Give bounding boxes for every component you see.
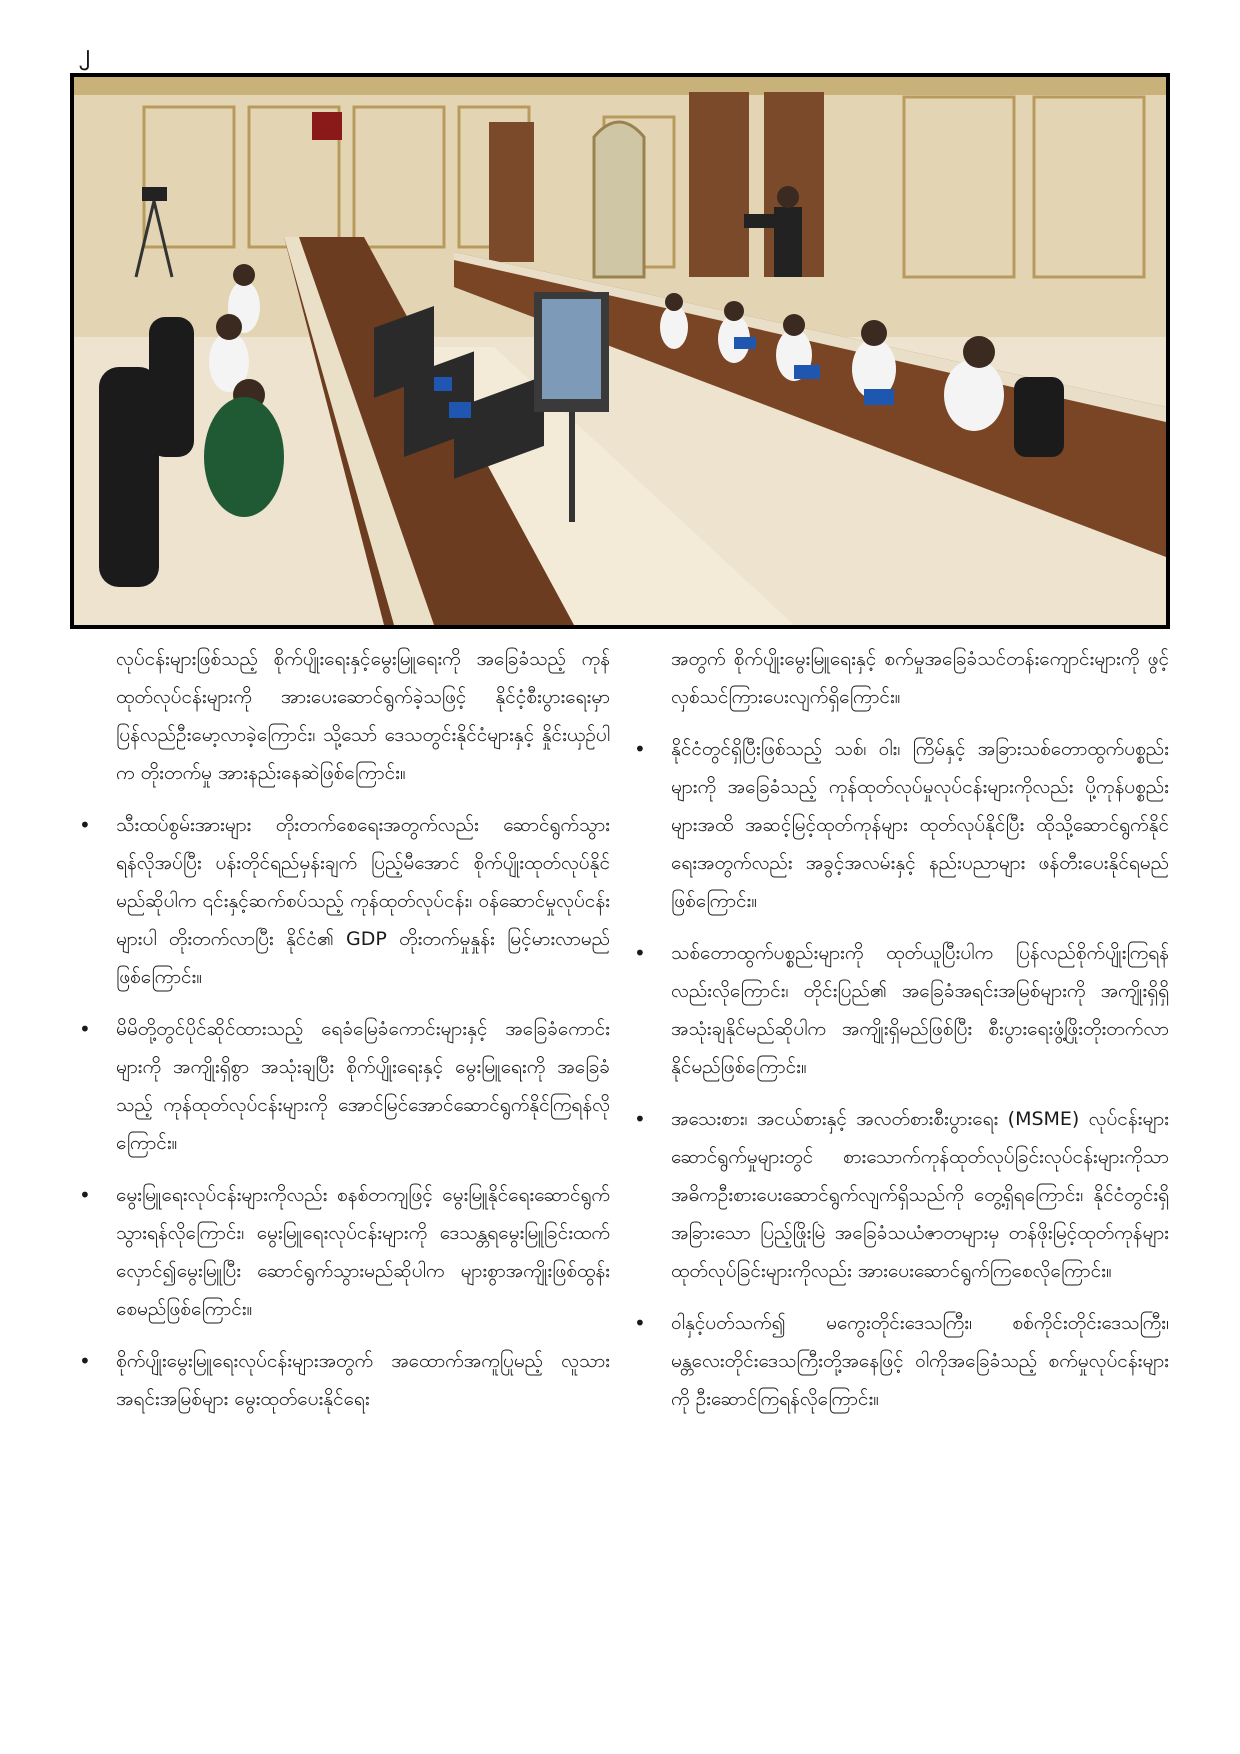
list-item-text: အသေးစား၊ အငယ်စားနှင့် အလတ်စားစီးပွားရေး (MSME) လုပ်ငန်းများဆောင်ရွက်မှုများတွင် စားသောက်ကုန်ထုတ်လုပ်ခြင်းလုပ်ငန်းများကိုသာ အဓိကဦးစားပေးဆောင်ရွက်လျက်ရှိသည်ကို တွေ့ရှိရကြောင်း၊ နိုင်ငံတွင်းရှိ အခြားသော ပြည့်ဖြိုးမြဲ အခြေခံသယံဇာတများမှ တန်ဖိုးမြင့်ထုတ်ကုန်များ ထုတ်လုပ်ခြင်းများကိုလည်း အားပေးဆောင်ရွက်ကြစေလိုကြောင်း။: [671, 1108, 1169, 1282]
list-item: [634, 1100, 1169, 1290]
meeting-photo: [70, 73, 1170, 629]
right-column: [634, 640, 1169, 1432]
bullet-icon: •: [79, 1349, 91, 1373]
list-item: [634, 730, 1169, 920]
list-item-text: စိုက်ပျိုးမွေးမြူရေးလုပ်ငန်းများအတွက် အထောက်အကူပြုမည့် လူသားအရင်းအမြစ်များ မွေးထုတ်ပေးနိုင်ရေး: [116, 1350, 610, 1410]
right-lead-paragraph: အတွက် စိုက်ပျိုးမွေးမြူရေးနှင့် စက်မှုအခြေခံသင်တန်းကျောင်းများကို ဖွင့်လှစ်သင်ကြားပေးလျက်ရှိကြောင်း။: [671, 648, 1169, 708]
list-item: [634, 1304, 1169, 1418]
bullet-icon: •: [79, 1183, 91, 1207]
list-item: [79, 806, 610, 996]
meeting-photo-illustration: [74, 77, 1166, 625]
left-column: [79, 640, 610, 1432]
bullet-icon: •: [634, 1107, 646, 1131]
list-item-text: ဝါနှင့်ပတ်သက်၍ မကွေးတိုင်းဒေသကြီး၊ စစ်ကိုင်းတိုင်းဒေသကြီး၊ မန္တလေးတိုင်းဒေသကြီးတို့အနေဖြင့် ဝါကိုအခြေခံသည့် စက်မှုလုပ်ငန်းများကို ဦးဆောင်ကြရန်လိုကြောင်း။: [671, 1312, 1169, 1410]
bullet-icon: •: [634, 737, 646, 761]
list-item: [634, 934, 1169, 1086]
list-item-text: နိုင်ငံတွင်ရှိပြီးဖြစ်သည့် သစ်၊ ဝါး၊ ကြိမ်နှင့် အခြားသစ်တောထွက်ပစ္စည်းများကို အခြေခံသည့် ကုန်ထုတ်လုပ်မှုလုပ်ငန်းများကိုလည်း ပို့ကုန်ပစ္စည်းများအထိ အဆင့်မြင့်ထုတ်ကုန်များ ထုတ်လုပ်နိုင်ပြီး ထိုသို့ဆောင်ရွက်နိုင်ရေးအတွက်လည်း အခွင့်အလမ်းနှင့် နည်းပညာများ ဖန်တီးပေးနိုင်ရမည်ဖြစ်ကြောင်း။: [671, 738, 1169, 912]
bullet-icon: •: [79, 1017, 91, 1041]
bullet-icon: •: [634, 941, 646, 965]
list-item-text: သီးထပ်စွမ်းအားများ တိုးတက်စေရေးအတွက်လည်း ဆောင်ရွက်သွားရန်လိုအပ်ပြီး ပန်းတိုင်ရည်မှန်းချက် ပြည့်မီအောင် စိုက်ပျိုးထုတ်လုပ်နိုင်မည်ဆိုပါက ၎င်းနှင့်ဆက်စပ်သည့် ကုန်ထုတ်လုပ်ငန်း၊ ဝန်ဆောင်မှုလုပ်ငန်းများပါ တိုးတက်လာပြီး နိုင်ငံ၏ GDP တိုးတက်မှုနှုန်း မြင့်မားလာမည်ဖြစ်ကြောင်း။: [116, 814, 610, 988]
list-item-text: သစ်တောထွက်ပစ္စည်းများကို ထုတ်ယူပြီးပါက ပြန်လည်စိုက်ပျိုးကြရန်လည်းလိုကြောင်း၊ တိုင်းပြည်၏ အခြေခံအရင်းအမြစ်များကို အကျိုးရှိရှိ အသုံးချနိုင်မည်ဆိုပါက အကျိုးရှိမည်ဖြစ်ပြီး စီးပွားရေးဖွံ့ဖြိုးတိုးတက်လာနိုင်မည်ဖြစ်ကြောင်း။: [671, 942, 1169, 1078]
list-item: [79, 1010, 610, 1162]
page-number: ၂: [79, 41, 90, 66]
list-item: [79, 1176, 610, 1328]
bullet-icon: •: [79, 813, 91, 837]
list-item-text: မွေးမြူရေးလုပ်ငန်းများကိုလည်း စနစ်တကျဖြင့် မွေးမြူနိုင်ရေးဆောင်ရွက်သွားရန်လိုကြောင်း၊ မွေးမြူရေးလုပ်ငန်းများကို ဒေသန္တရမွေးမြူခြင်းထက် လှောင်၍မွေးမြူပြီး ဆောင်ရွက်သွားမည်ဆိုပါက များစွာအကျိုးဖြစ်ထွန်းစေမည်ဖြစ်ကြောင်း။: [116, 1184, 610, 1320]
bullet-icon: •: [634, 1311, 646, 1335]
left-lead-paragraph: လုပ်ငန်းများဖြစ်သည့် စိုက်ပျိုးရေးနှင့်မွေးမြူရေးကို အခြေခံသည့် ကုန်ထုတ်လုပ်ငန်းများကို အားပေးဆောင်ရွက်ခဲ့သဖြင့် နိုင်ငံ့စီးပွားရေးမှာ ပြန်လည်ဦးမော့လာခဲ့ကြောင်း၊ သို့သော် ဒေသတွင်းနိုင်ငံများနှင့် နှိုင်းယှဉ်ပါက တိုးတက်မှု အားနည်းနေဆဲဖြစ်ကြောင်း။: [116, 648, 610, 784]
list-item: [79, 1342, 610, 1418]
list-item-text: မိမိတို့တွင်ပိုင်ဆိုင်ထားသည့် ရေခံမြေခံကောင်းများနှင့် အခြေခံကောင်းများကို အကျိုးရှိစွာ အသုံးချပြီး စိုက်ပျိုးရေးနှင့် မွေးမြူရေးကို အခြေခံသည့် ကုန်ထုတ်လုပ်ငန်းများကို အောင်မြင်အောင်ဆောင်ရွက်နိုင်ကြရန်လိုကြောင်း။: [116, 1018, 610, 1154]
